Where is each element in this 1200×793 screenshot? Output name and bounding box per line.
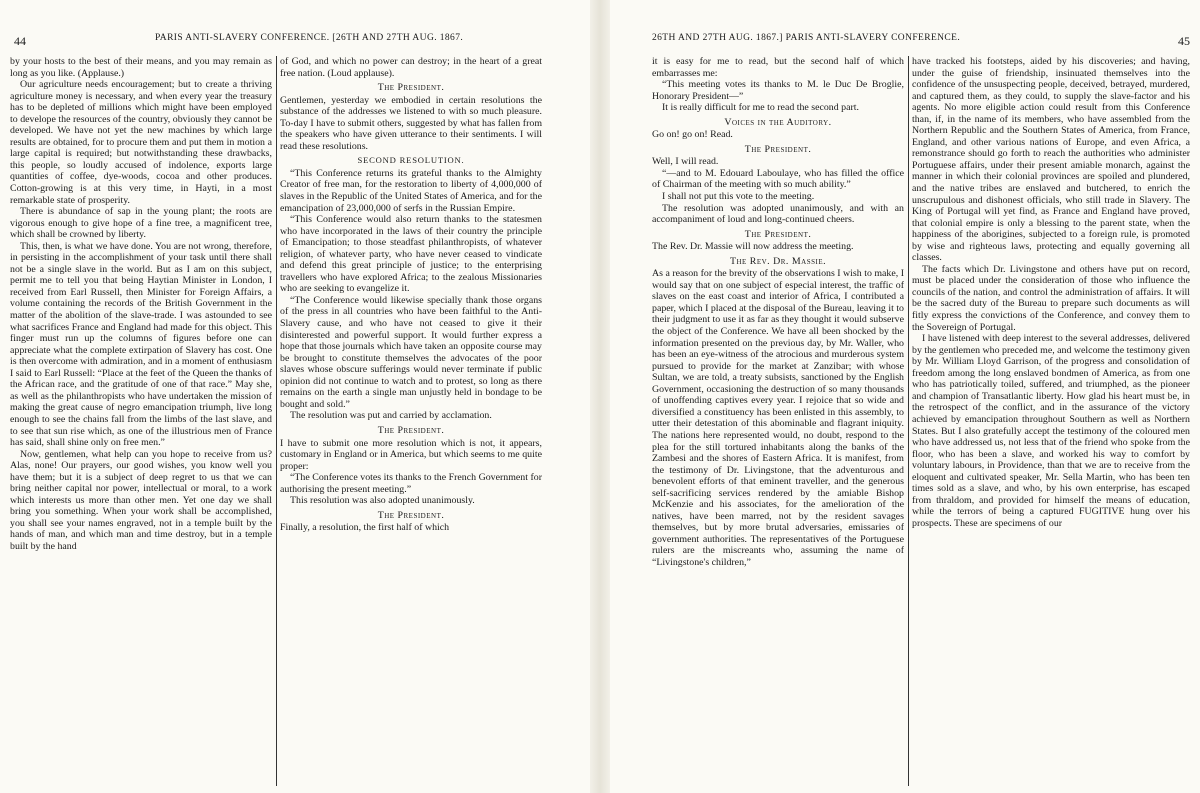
left-running-header: PARIS ANTI-SLAVERY CONFERENCE. [26TH AND 27TH AUG. 1867. xyxy=(155,33,464,43)
paragraph: by your hosts to the best of their means, and you may remain as long as you like. (Applause.) xyxy=(10,56,272,79)
paragraph: have tracked his footsteps, aided by his discoveries; and having, under the guise of friendship, insinuated themselves into the confidence of the unsuspecting people, deceived, betrayed, murdered, and captured them, as they could, to supply the slave-factor and his agents. No more eligible action could result from this Conference than, if, in the name of its members, who have assembled from the Northern Republic and the Southern States of America, from France, England, and other various nations of Europe, and even Africa, a remonstrance should go forth to reach the authorities who administer Portuguese affairs, under their present amiable monarch, against the manner in which their colonial provinces are spoiled and plundered, and the native tribes are enslaved and butchered, to enrich the unscrupulous and dishonest officials, who still trade in Slavery. The King of Portugal will yet find, as France and England have proved, that colonial empire is only a blessing to the parent state, when the happiness of the aborigines, subjected to a foreign rule, is promoted by wise and righteous laws, protecting and equally governing all classes. xyxy=(912,56,1190,264)
column-divider xyxy=(908,56,909,786)
paragraph: “The Conference votes its thanks to the French Government for authorising the present meeting.” xyxy=(280,472,542,495)
speaker-heading: The Rev. Dr. Massie. xyxy=(729,255,827,267)
paragraph: The facts which Dr. Livingstone and others have put on record, must be placed under the consideration of those who influence the councils of the nation, and control the administration of affairs. It will be the sacred duty of the Bureau to prepare such documents as will fitly express the convictions of the Conference, and convey them to the Sovereign of Portugal. xyxy=(912,263,1190,333)
paragraph: “This Conference would also return thanks to the statesmen who have incorporated in the laws of their country the principle of Emancipation; to those steadfast philanthropists, of whatever religion, of whatever party, who have never ceased to vindicate and defend this great principle of justice; to the enterprising travellers who have explored Africa; to the zealous Missionaries who are seeking to evangelize it. xyxy=(280,214,542,295)
speaker-heading: The President. xyxy=(744,143,812,155)
paragraph: The resolution was adopted unanimously, and with an accompaniment of loud and long-continued cheers. xyxy=(652,202,904,226)
right-column-1 xyxy=(652,56,904,786)
paragraph: Gentlemen, yesterday we embodied in certain resolutions the substance of the addresses we listened to with so much pleasure. To-day I have to submit others, suggested by what has fallen from the speakers who have given utterance to their sentiments. I will read these resolutions. xyxy=(280,94,542,152)
left-page-number: 44 xyxy=(14,34,26,48)
speaker-heading: The President. xyxy=(377,424,445,436)
paragraph: As a reason for the brevity of the observations I wish to make, I would say that on one subject of especial interest, the traffic of slaves on the east coast and interior of Africa, I contributed a paper, which I placed at the disposal of the Bureau, leaving it to their judgment to use it as far as they thought it would subserve the object of the Conference. We have all been shocked by the information presented on the previous day, by Mr. Waller, who has been an eye-witness of the atrocious and murderous system pursued to provide for the market at Zanzibar; with whose Sultan, we are told, a treaty subsists, sanctioned by the English Government, occasioning the destruction of so many thousands of unoffending captives every year. I rejoice that so wide and diversified a constituency has been enlisted in this assembly, to utter their detestation of this abominable and flagrant iniquity. The nations here represented would, no doubt, respond to the plea for the still tortured inhabitants along the banks of the Zambesi and the shores of Eastern Africa. It is manifest, from the testimony of Dr. Livingstone, that the adventurous and benevolent efforts of that eminent traveller, and the generous self-sacrificing services rendered by the amiable Bishop McKenzie and his associates, for the amelioration of the natives, have been marred, not by the resident savages themselves, but by more brutal adversaries, emissaries of government authorities. The representatives of the Portuguese rulers are the miscreants who, assuming the name of “Livingstone's children,” xyxy=(652,268,904,568)
speaker-heading: The President. xyxy=(744,228,812,240)
paragraph: Finally, a resolution, the first half of which xyxy=(280,522,450,534)
paragraph: Well, I will read. xyxy=(652,156,719,168)
speaker-heading: The President. xyxy=(377,82,445,94)
paragraph: The resolution was put and carried by acclamation. xyxy=(290,410,492,422)
paragraph: This, then, is what we have done. You are not wrong, therefore, in persisting in the accomplishment of your task until there shall not be a single slave in the world. But as I am on this subject, permit me to tell you that being Haytian Minister in London, I received from Earl Russell, then Minister for Foreign Affairs, a volume containing the records of the British Government in the matter of the abolition of the slave-trade. I was astounded to see what sacrifices France and England had made for this object. This finger must run up the columns of figures before one can appreciate what the complete extirpation of Slavery has cost. One is then overcome with admiration, and in a moment of enthusiasm I said to Earl Russell: “Place at the feet of the Queen the thanks of the African race, and the gratitude of one of that race.” May she, as well as the philanthropists who have undertaken the mission of making the great cause of negro emancipation triumph, live long enough to see the chains fall from the limbs of the last slave, and to see that sun rise which, as one of the illustrious men of France has said, shall shine only on free men.” xyxy=(10,240,272,449)
right-page-number: 45 xyxy=(1178,34,1190,48)
right-column-2 xyxy=(912,56,1190,786)
section-heading: SECOND RESOLUTION. xyxy=(357,155,465,166)
paragraph: It is really difficult for me to read the second part. xyxy=(662,102,859,114)
paragraph: I shall not put this vote to the meeting. xyxy=(662,191,815,203)
column-divider xyxy=(276,56,277,786)
paragraph: Our agriculture needs encouragement; but to create a thriving agriculture money is necessary, and when every year the treasury has to be depleted of millions which might have been employed to develope the resources of the country, obviously they cannot be developed. We have not yet the new machines by which large results are obtained, for to procure them and put them in motion a large capital is required; but notwithstanding these drawbacks, this people, so loudly accused of indolence, exports large quantities of coffee, dye-woods, cocoa and other produces. Cotton-growing is at this very time, in Hayti, in a most remarkable state of prosperity. xyxy=(10,79,272,206)
paragraph: Now, gentlemen, what help can you hope to receive from us? Alas, none! Our prayers, our good wishes, you know well you have them; but it is a subject of deep regret to us that we can bring neither capital nor power, intellectual or moral, to a work which interests us more than other men. Yet one day we shall bring you something. When your work shall be accomplished, you shall see your names engraved, not in a temple built by the hands of man, and which man and time destroy, but in a temple built by the hand xyxy=(10,448,272,552)
speaker-heading: The President. xyxy=(377,509,445,521)
paragraph: “—and to M. Edouard Laboulaye, who has filled the office of Chairman of the meeting with so much ability.” xyxy=(652,167,904,191)
paragraph: I have listened with deep interest to the several addresses, delivered by the gentlemen who preceded me, and welcome the testimony given by Mr. William Lloyd Garrison, of the progress and consolidation of freedom among the long enslaved bondmen of America, as from one who has patriotically toiled, suffered, and triumphed, as the pioneer and champion of Transatlantic liberty. How glad his heart must be, in the retrospect of the conflict, and in the assurance of the victory achieved by emancipation throughout Southern as well as Northern States. But I also gratefully accept the testimony of the coloured men who have addressed us, not less that of the friend who spoke from the floor, who has been a slave, and worked his way to comfort by voluntary labours, in Providence, than that we are to receive from the eloquent and cultivated speaker, Mr. Sella Martin, who has been ten times sold as a slave, and who, by his own enterprise, has escaped from thraldom, and provided for himself the means of education, while the terrors of being a captured FUGITIVE hung over his prospects. These are specimens of our xyxy=(912,333,1190,529)
paragraph: it is easy for me to read, but the second half of which embarrasses me: xyxy=(652,56,904,79)
paragraph: This resolution was also adopted unanimously. xyxy=(290,495,475,507)
paragraph: “The Conference would likewise specially thank those organs of the press in all countries who have been faithful to the Anti-Slavery cause, and who have not ceased to give it their disinterested and powerful support. It would further express a hope that those journals which have taken an opposite course may be brought to constitute themselves the advocates of the poor slaves whose obscure sufferings would never terminate if public opinion did not continue to watch and to protest, so long as there remains on the earth a single man unjustly held in bondage to be bought and sold.” xyxy=(280,294,542,410)
paragraph: “This meeting votes its thanks to M. le Duc De Broglie, Honorary President—” xyxy=(652,79,904,102)
paragraph: “This Conference returns its grateful thanks to the Almighty Creator of free man, for the restoration to liberty of 4,000,000 of slaves in the Republic of the United States of America, and for the emancipation of 23,000,000 of serfs in the Russian Empire. xyxy=(280,167,542,214)
paragraph: of God, and which no power can destroy; in the heart of a great free nation. (Loud applause). xyxy=(280,56,542,79)
left-column-1 xyxy=(10,56,272,786)
paragraph: I have to submit one more resolution which is not, it appears, customary in England or in America, but which seems to me quite proper: xyxy=(280,437,542,472)
speaker-heading: Voices in the Auditory. xyxy=(724,116,832,128)
left-page xyxy=(0,0,590,793)
left-column-2 xyxy=(280,56,542,786)
right-page xyxy=(610,0,1200,793)
book-gutter xyxy=(590,0,610,793)
paragraph: Go on! go on! Read. xyxy=(652,129,733,141)
paragraph: There is abundance of sap in the young plant; the roots are vigorous enough to give hope of a fine tree, a magnificent tree, which shall be crowned by liberty. xyxy=(10,206,272,241)
paragraph: The Rev. Dr. Massie will now address the meeting. xyxy=(652,241,854,253)
right-running-header: 26TH AND 27TH AUG. 1867.] PARIS ANTI-SLAVERY CONFERENCE. xyxy=(652,33,961,43)
